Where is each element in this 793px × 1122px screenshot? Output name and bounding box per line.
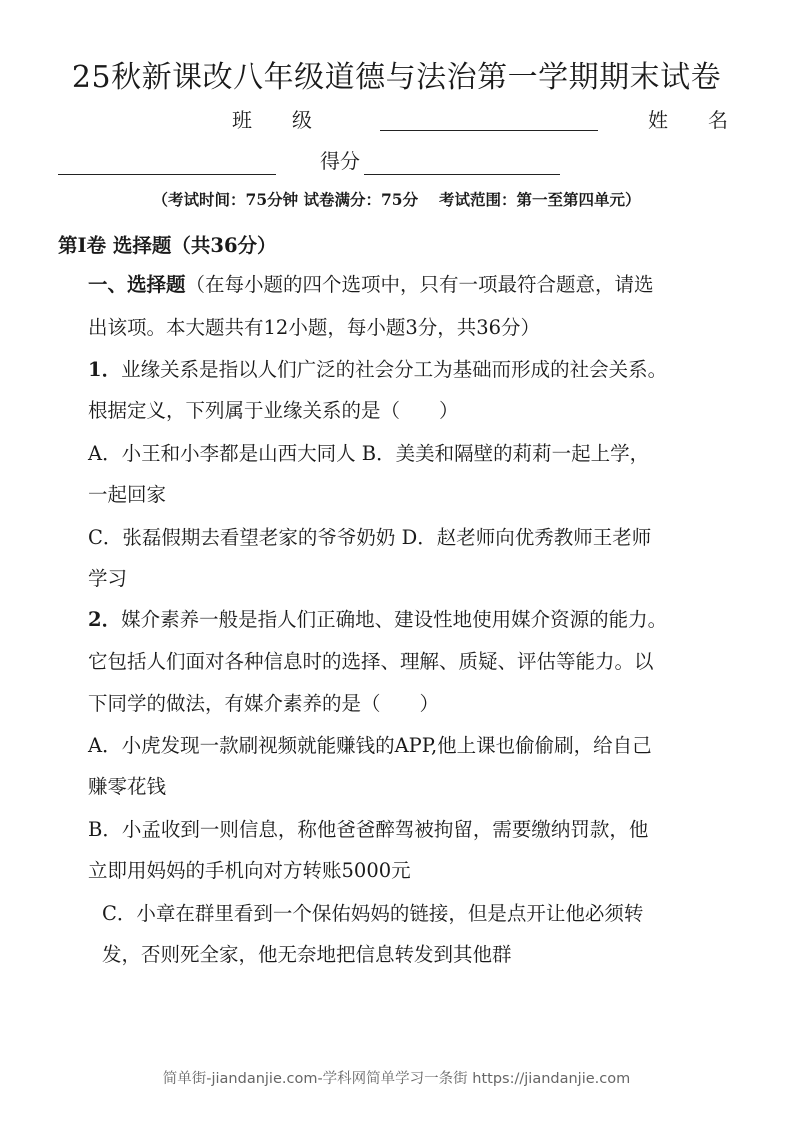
- question-1-option-line: 一起回家: [88, 483, 167, 506]
- question-1-line-2: 根据定义，下列属于业缘关系的是（ ）: [88, 399, 459, 422]
- question-number: 1．: [88, 358, 122, 381]
- name-label: 姓 名: [648, 108, 728, 132]
- exam-title: 25秋新课改八年级道德与法治第一学期期末试卷: [71, 60, 722, 95]
- instructions-line-1: [88, 270, 654, 300]
- exam-info: （考试时间：75分钟 试卷满分：75分 考试范围：第一至第四单元）: [152, 190, 641, 209]
- question-1-line-1: [88, 355, 667, 385]
- instructions-line-2: 出该项。本大题共有12小题，每小题3分，共36分）: [88, 316, 541, 339]
- question-2-option-line: B．小孟收到一则信息，称他爸爸醉驾被拘留，需要缴纳罚款，他: [88, 818, 649, 841]
- question-2-line-2: 它包括人们面对各种信息时的选择、理解、质疑、评估等能力。以: [88, 650, 654, 673]
- question-2-option-line: A．小虎发现一款刷视频就能赚钱的APP,他上课也偷偷刷，给自己: [88, 734, 652, 757]
- page-footer: 简单街-jiandanjie.com-学科网简单学习一条街 https://jiandanjie.com: [162, 1071, 631, 1087]
- question-2-line-3: 下同学的做法，有媒介素养的是（ ）: [88, 692, 440, 715]
- question-2-option-line: 发，否则死全家，他无奈地把信息转发到其他群: [102, 943, 512, 966]
- part-heading: 一、选择题: [88, 273, 186, 296]
- question-2-line-1: [88, 605, 667, 635]
- score-blank: [364, 174, 560, 175]
- question-2-option-line: C．小章在群里看到一个保佑妈妈的链接，但是点开让他必须转: [102, 902, 644, 925]
- question-1-option-line: 学习: [88, 567, 128, 590]
- name-blank: [58, 174, 276, 175]
- question-1-option-line: C．张磊假期去看望老家的爷爷奶奶 D．赵老师向优秀教师王老师: [88, 526, 652, 549]
- question-stem: 媒介素养一般是指人们正确地、建设性地使用媒介资源的能力。: [121, 608, 668, 631]
- question-stem: 业缘关系是指以人们广泛的社会分工为基础而形成的社会关系。: [121, 358, 668, 381]
- question-1-option-line: A．小王和小李都是山西大同人 B．美美和隔壁的莉莉一起上学，: [88, 442, 650, 465]
- score-label: 得分: [320, 149, 360, 173]
- section-title: 第Ⅰ卷 选择题（共36分）: [58, 234, 277, 257]
- class-label: 班 级: [232, 108, 312, 132]
- question-2-option-line: 立即用妈妈的手机向对方转账5000元: [88, 859, 411, 882]
- question-number: 2．: [88, 608, 122, 631]
- question-2-option-line: 赚零花钱: [88, 775, 167, 798]
- class-blank: [380, 130, 598, 131]
- instructions-text: （在每小题的四个选项中，只有一项最符合题意，请选: [185, 273, 654, 296]
